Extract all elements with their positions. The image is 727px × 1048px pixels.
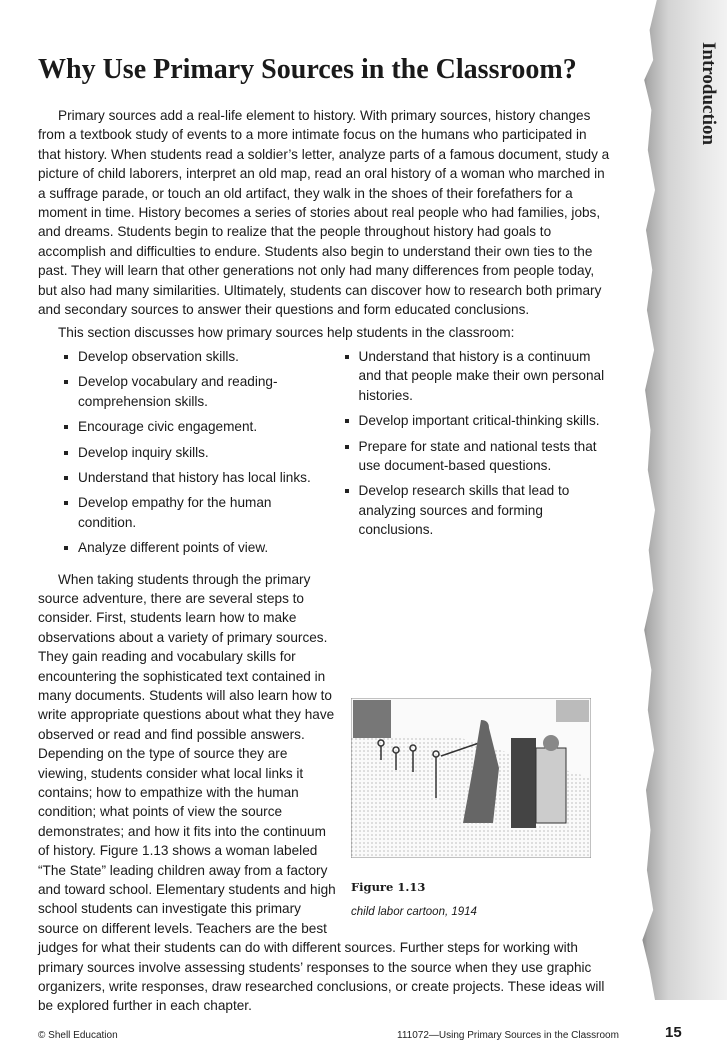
page-body: [38, 106, 682, 1048]
bullet-item: Understand that history is a continuum and that people make their own personal histories.: [345, 347, 613, 405]
footer-book-title: 111072—Using Primary Sources in the Classroom: [397, 1029, 619, 1041]
main-content: [38, 106, 613, 1020]
bullet-item: Encourage civic engagement.: [64, 417, 325, 436]
section-paragraph: This section discusses how primary sources help students in the classroom:: [58, 325, 515, 341]
bullet-item: Develop empathy for the human condition.: [64, 493, 325, 532]
figure-title: Figure 1.13: [351, 879, 426, 894]
page-title: Why Use Primary Sources in the Classroom?: [38, 54, 577, 85]
child-labor-cartoon-image: [351, 698, 591, 858]
footer-copyright: © Shell Education: [38, 1029, 118, 1041]
page-number: 15: [665, 1023, 682, 1041]
figure: [351, 698, 613, 923]
figure-caption: child labor cartoon, 1914: [351, 905, 477, 918]
bullet-item: Analyze different points of view.: [64, 538, 325, 557]
bullet-item: Develop important critical-thinking skills.: [345, 411, 613, 430]
bullet-columns: [38, 347, 613, 564]
section-tab: Introduction: [698, 42, 719, 146]
intro-paragraph: Primary sources add a real-life element to history. With primary sources, history changes from a textbook study of events to a more intimate focus on the humans who participated in that history. When students read a soldier’s letter, analyze parts of a famous document, study a picture of child laborers, interpret an old map, read an oral history of a woman who marched in a suffrage parade, or touch an old artifact, they walk in the shoes of their forefathers for a moment in time. History becomes a series of stories about real people who had families, jobs, and dreams. Students begin to realize that the people throughout history had goals to accomplish and difficulties to endure. Students also begin to understand their own ties to the past. They will learn that other generations not only had many differences from people today, but also had many similarities. Ultimately, students can discover how to research both primary and secondary sources to answer their questions and form educated conclusions.: [38, 108, 610, 318]
bullet-list-right: [325, 347, 613, 564]
steps-paragraph: When taking students through the primary source adventure, there are several steps to consider. First, students learn how to make observations about a variety of primary sources. They gain reading and vocabulary skills for encountering the sophisticated text contained in many documents. Students will also learn how to write appropriate questions about what they have observed or read and find possible answers. Depending on the type of source they are viewing, students consider what local links it contains; how to empathize with the human condition; what points of view the source demonstrates; and how it fits into the continuum of history. Figure 1.13 shows a woman labeled “The State” leading children away from a factory and toward school. Elementary students and high school students can investigate this primary source on different levels. Teachers are the best judges for what their students can do with different sources. Further steps for working with primary sources involve assessing students’ responses to the source when they use graphic organizers, write responses, draw researched conclusions, or create projects. These ideas will be explored further in each chapter.: [38, 571, 605, 1014]
bullet-item: Develop inquiry skills.: [64, 443, 325, 462]
bullet-item: Develop research skills that lead to analyzing sources and forming conclusions.: [345, 481, 613, 539]
bullet-item: Prepare for state and national tests that use document-based questions.: [345, 437, 613, 476]
footer: [38, 1020, 682, 1048]
bullet-item: Develop vocabulary and reading-comprehension skills.: [64, 372, 325, 411]
torn-paper-edge: [637, 0, 727, 1000]
bullet-list-left: [38, 347, 325, 564]
bullet-item: Understand that history has local links.: [64, 468, 325, 487]
bullet-item: Develop observation skills.: [64, 347, 325, 366]
